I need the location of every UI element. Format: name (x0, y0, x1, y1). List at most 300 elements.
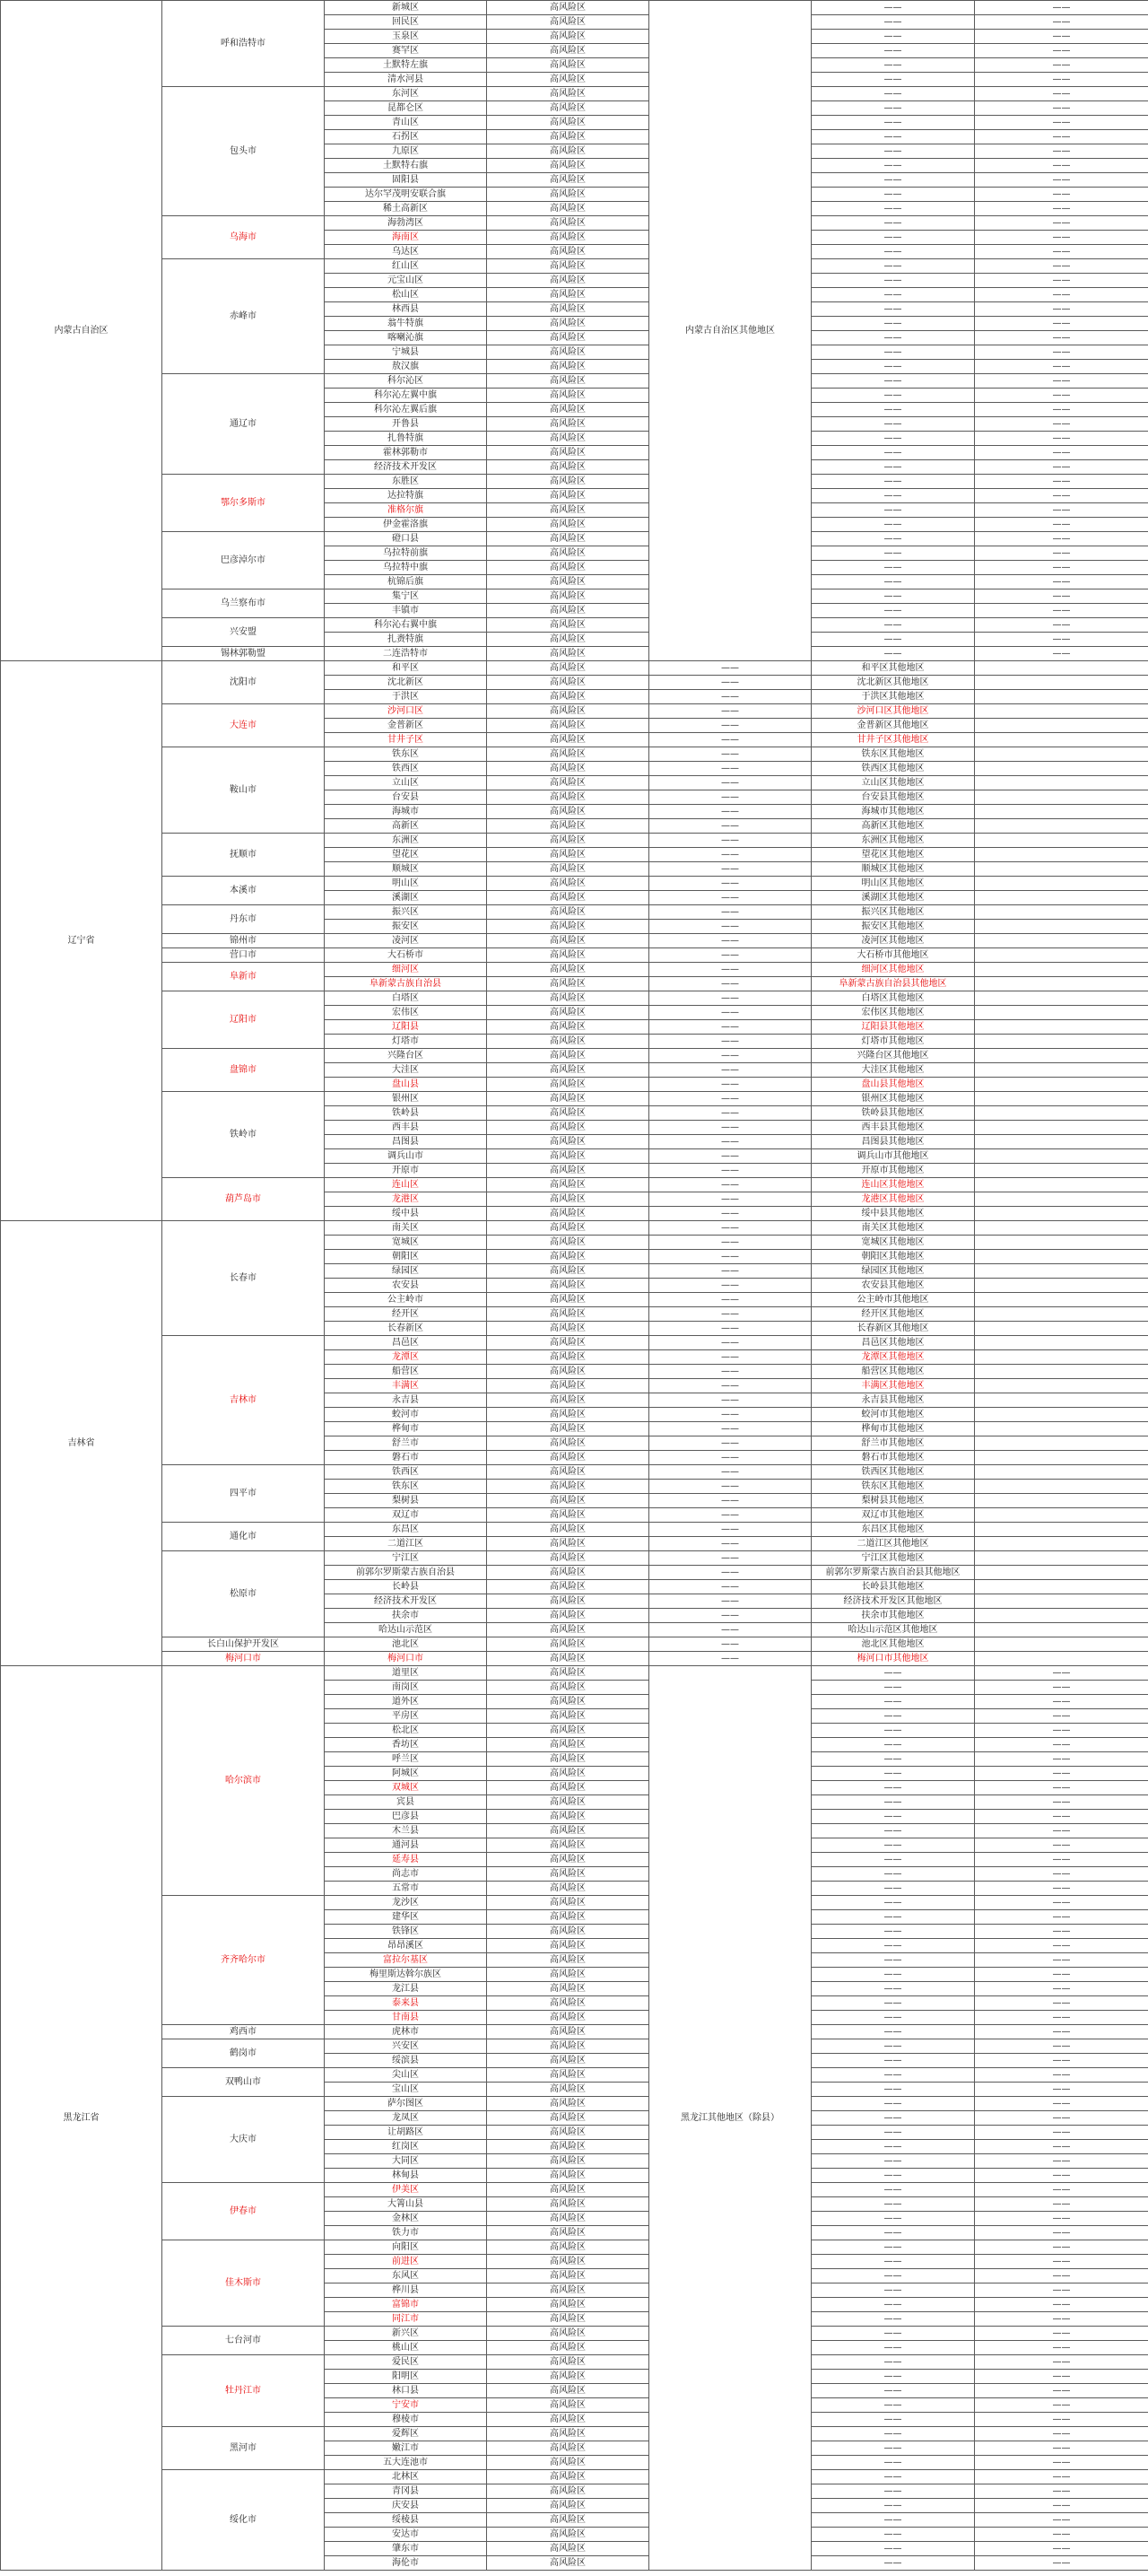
status-cell: —— (649, 934, 812, 948)
district-cell: 振兴区 (325, 905, 487, 920)
risk-level-cell: 高风险区 (487, 1896, 649, 1910)
risk-level-cell: 高风险区 (487, 661, 649, 676)
risk-level-cell: 高风险区 (487, 819, 649, 834)
other-area-cell: 朝阳区其他地区 (812, 1250, 975, 1264)
other-area-cell: 蛟河市其他地区 (812, 1408, 975, 1422)
status-cell: —— (975, 317, 1148, 331)
status-cell: —— (812, 1953, 975, 1968)
risk-level-cell: 高风险区 (487, 1996, 649, 2011)
status-cell: —— (812, 216, 975, 231)
other-area-cell: 和平区其他地区 (812, 661, 975, 676)
status-cell: —— (975, 2327, 1148, 2341)
table-row (1, 1896, 1148, 1910)
status-cell: —— (812, 446, 975, 460)
district-cell: 穆棱市 (325, 2413, 487, 2427)
table-row (1, 1551, 1148, 1566)
status-cell: —— (812, 345, 975, 360)
status-cell: —— (975, 604, 1148, 618)
other-area-cell: 舒兰市其他地区 (812, 1436, 975, 1451)
district-cell: 阜新蒙古族自治县 (325, 977, 487, 991)
risk-level-cell: 高风险区 (487, 1637, 649, 1652)
district-cell: 双辽市 (325, 1508, 487, 1523)
district-cell: 扎鲁特旗 (325, 432, 487, 446)
status-cell: —— (812, 575, 975, 589)
blank-cell (975, 1307, 1148, 1322)
risk-level-cell: 高风险区 (487, 647, 649, 661)
blank-cell (975, 1035, 1148, 1049)
district-cell: 南岗区 (325, 1681, 487, 1695)
risk-level-cell: 高风险区 (487, 1106, 649, 1121)
status-cell: —— (649, 920, 812, 934)
district-cell: 振安区 (325, 920, 487, 934)
table-row (1, 259, 1148, 274)
status-cell: —— (649, 1537, 812, 1551)
risk-level-cell: 高风险区 (487, 58, 649, 73)
district-cell: 阿城区 (325, 1767, 487, 1781)
status-cell: —— (649, 1236, 812, 1250)
district-cell: 新城区 (325, 1, 487, 15)
district-cell: 大洼区 (325, 1063, 487, 1078)
status-cell: —— (975, 2542, 1148, 2556)
province-cell: 辽宁省 (1, 661, 162, 1221)
status-cell: —— (975, 1867, 1148, 1882)
district-cell: 昌邑区 (325, 1336, 487, 1350)
risk-level-cell: 高风险区 (487, 1480, 649, 1494)
risk-level-cell: 高风险区 (487, 1666, 649, 1681)
status-cell: —— (812, 475, 975, 489)
status-cell: —— (975, 2111, 1148, 2126)
district-cell: 富拉尔基区 (325, 1953, 487, 1968)
risk-level-cell: 高风险区 (487, 1551, 649, 1566)
risk-level-cell: 高风险区 (487, 288, 649, 302)
risk-level-cell: 高风险区 (487, 1508, 649, 1523)
other-area-cell: 昌邑区其他地区 (812, 1336, 975, 1350)
district-cell: 呼兰区 (325, 1752, 487, 1767)
table-row (1, 1178, 1148, 1192)
table-row (1, 2240, 1148, 2255)
status-cell: —— (649, 1164, 812, 1178)
blank-cell (975, 1178, 1148, 1192)
risk-level-cell: 高风险区 (487, 216, 649, 231)
district-cell: 爱辉区 (325, 2427, 487, 2441)
city-cell: 鸡西市 (162, 2025, 325, 2039)
status-cell: —— (812, 2499, 975, 2513)
blank-cell (975, 1207, 1148, 1221)
table-row (1, 532, 1148, 546)
blank-cell (975, 1264, 1148, 1279)
other-area-cell: 东昌区其他地区 (812, 1523, 975, 1537)
risk-level-cell: 高风险区 (487, 1652, 649, 1666)
district-cell: 昌图县 (325, 1135, 487, 1149)
district-cell: 通河县 (325, 1838, 487, 1853)
status-cell: —— (975, 2039, 1148, 2054)
risk-area-table-body (1, 1, 1148, 2571)
blank-cell (975, 1221, 1148, 1236)
district-cell: 沙河口区 (325, 704, 487, 719)
city-cell: 齐齐哈尔市 (162, 1896, 325, 2025)
district-cell: 铁西区 (325, 1465, 487, 1480)
risk-level-cell: 高风险区 (487, 2470, 649, 2484)
status-cell: —— (812, 2556, 975, 2571)
status-cell: —— (975, 101, 1148, 116)
district-cell: 北林区 (325, 2470, 487, 2484)
status-cell: —— (812, 1996, 975, 2011)
risk-level-cell: 高风险区 (487, 44, 649, 58)
blank-cell (975, 1408, 1148, 1422)
status-cell: —— (649, 1135, 812, 1149)
status-cell: —— (649, 1379, 812, 1393)
table-row (1, 1465, 1148, 1480)
district-cell: 甘井子区 (325, 733, 487, 747)
blank-cell (975, 1494, 1148, 1508)
other-area-cell: 二道江区其他地区 (812, 1537, 975, 1551)
district-cell: 灯塔市 (325, 1035, 487, 1049)
status-cell: —— (649, 1422, 812, 1436)
city-cell: 葫芦岛市 (162, 1178, 325, 1221)
status-cell: —— (812, 1882, 975, 1896)
district-cell: 土默特右旗 (325, 159, 487, 173)
status-cell: —— (975, 116, 1148, 130)
risk-level-cell: 高风险区 (487, 1609, 649, 1623)
district-cell: 霍林郭勒市 (325, 446, 487, 460)
blank-cell (975, 1609, 1148, 1623)
table-row (1, 1666, 1148, 1681)
status-cell: —— (649, 1063, 812, 1078)
table-row (1, 647, 1148, 661)
status-cell: —— (975, 2528, 1148, 2542)
other-area-cell: 公主岭市其他地区 (812, 1293, 975, 1307)
district-cell: 肇东市 (325, 2542, 487, 2556)
status-cell: —— (975, 1925, 1148, 1939)
blank-cell (975, 905, 1148, 920)
district-cell: 兴隆台区 (325, 1049, 487, 1063)
status-cell: —— (975, 475, 1148, 489)
status-cell: —— (975, 1910, 1148, 1925)
district-cell: 盘山县 (325, 1078, 487, 1092)
risk-level-cell: 高风险区 (487, 934, 649, 948)
risk-level-cell: 高风险区 (487, 245, 649, 259)
status-cell: —— (649, 1293, 812, 1307)
status-cell: —— (975, 159, 1148, 173)
status-cell: —— (975, 1709, 1148, 1724)
status-cell: —— (975, 2441, 1148, 2456)
risk-level-cell: 高风险区 (487, 345, 649, 360)
risk-level-cell: 高风险区 (487, 2097, 649, 2111)
district-cell: 宁江区 (325, 1551, 487, 1566)
city-cell: 黑河市 (162, 2427, 325, 2470)
risk-level-cell: 高风险区 (487, 417, 649, 432)
city-cell: 双鸭山市 (162, 2068, 325, 2097)
district-cell: 宏伟区 (325, 1006, 487, 1020)
district-cell: 稀土高新区 (325, 202, 487, 216)
risk-level-cell: 高风险区 (487, 991, 649, 1006)
table-row (1, 1336, 1148, 1350)
risk-level-cell: 高风险区 (487, 805, 649, 819)
district-cell: 达拉特旗 (325, 489, 487, 503)
city-cell: 呼和浩特市 (162, 1, 325, 87)
district-cell: 二道江区 (325, 1537, 487, 1551)
table-row (1, 877, 1148, 891)
risk-level-cell: 高风险区 (487, 1, 649, 15)
status-cell: —— (649, 733, 812, 747)
risk-level-cell: 高风险区 (487, 2441, 649, 2456)
blank-cell (975, 819, 1148, 834)
risk-level-cell: 高风险区 (487, 1293, 649, 1307)
blank-cell (975, 1164, 1148, 1178)
status-cell: —— (649, 676, 812, 690)
risk-level-cell: 高风险区 (487, 87, 649, 101)
blank-cell (975, 963, 1148, 977)
district-cell: 青冈县 (325, 2484, 487, 2499)
risk-level-cell: 高风险区 (487, 1063, 649, 1078)
status-cell: —— (975, 2269, 1148, 2283)
status-cell: —— (975, 331, 1148, 345)
other-area-cell: 溪湖区其他地区 (812, 891, 975, 905)
status-cell: —— (975, 489, 1148, 503)
blank-cell (975, 1566, 1148, 1580)
status-cell: —— (975, 1824, 1148, 1838)
status-cell: —— (812, 2212, 975, 2226)
district-cell: 龙港区 (325, 1192, 487, 1207)
risk-level-cell: 高风险区 (487, 302, 649, 317)
status-cell: —— (975, 546, 1148, 561)
risk-level-cell: 高风险区 (487, 1408, 649, 1422)
other-area-cell: 宁江区其他地区 (812, 1551, 975, 1566)
status-cell: —— (812, 618, 975, 633)
province-cell: 黑龙江省 (1, 1666, 162, 2571)
other-area-cell: 大石桥市其他地区 (812, 948, 975, 963)
risk-level-cell: 高风险区 (487, 2068, 649, 2083)
risk-level-cell: 高风险区 (487, 963, 649, 977)
status-cell: —— (812, 44, 975, 58)
status-cell: —— (812, 546, 975, 561)
other-area-cell: 铁东区其他地区 (812, 747, 975, 762)
district-cell: 经开区 (325, 1307, 487, 1322)
district-cell: 磐石市 (325, 1451, 487, 1465)
table-row (1, 948, 1148, 963)
district-cell: 九原区 (325, 144, 487, 159)
district-cell: 松北区 (325, 1724, 487, 1738)
district-cell: 梅里斯达斡尔族区 (325, 1968, 487, 1982)
status-cell: —— (975, 1882, 1148, 1896)
risk-level-cell: 高风险区 (487, 1824, 649, 1838)
district-cell: 扶余市 (325, 1609, 487, 1623)
blank-cell (975, 1652, 1148, 1666)
risk-level-cell: 高风险区 (487, 2370, 649, 2384)
risk-level-cell: 高风险区 (487, 1322, 649, 1336)
risk-level-cell: 高风险区 (487, 116, 649, 130)
status-cell: —— (649, 905, 812, 920)
status-cell: —— (975, 2126, 1148, 2140)
district-cell: 乌拉特前旗 (325, 546, 487, 561)
status-cell: —— (812, 2039, 975, 2054)
status-cell: —— (812, 2413, 975, 2427)
district-cell: 尚志市 (325, 1867, 487, 1882)
risk-level-cell: 高风险区 (487, 1709, 649, 1724)
blank-cell (975, 1149, 1148, 1164)
district-cell: 宝山区 (325, 2083, 487, 2097)
blank-cell (975, 848, 1148, 862)
risk-level-cell: 高风险区 (487, 475, 649, 489)
status-cell: —— (975, 1724, 1148, 1738)
status-cell: —— (812, 1767, 975, 1781)
risk-level-cell: 高风险区 (487, 389, 649, 403)
risk-level-cell: 高风险区 (487, 2413, 649, 2427)
other-area-cell: 于洪区其他地区 (812, 690, 975, 704)
status-cell: —— (812, 2327, 975, 2341)
blank-cell (975, 1637, 1148, 1652)
status-cell: —— (812, 2528, 975, 2542)
status-cell: —— (975, 245, 1148, 259)
status-cell: —— (812, 302, 975, 317)
district-cell: 准格尔旗 (325, 503, 487, 518)
risk-level-cell: 高风险区 (487, 1953, 649, 1968)
status-cell: —— (975, 1752, 1148, 1767)
status-cell: —— (812, 1968, 975, 1982)
risk-level-cell: 高风险区 (487, 1968, 649, 1982)
status-cell: —— (812, 1982, 975, 1996)
table-row (1, 1092, 1148, 1106)
table-row (1, 1523, 1148, 1537)
status-cell: —— (812, 1752, 975, 1767)
table-row (1, 747, 1148, 762)
risk-level-cell: 高风险区 (487, 446, 649, 460)
risk-level-cell: 高风险区 (487, 2499, 649, 2513)
other-area-cell: 调兵山市其他地区 (812, 1149, 975, 1164)
risk-level-cell: 高风险区 (487, 1135, 649, 1149)
district-cell: 富锦市 (325, 2298, 487, 2312)
district-cell: 庆安县 (325, 2499, 487, 2513)
risk-level-cell: 高风险区 (487, 1781, 649, 1795)
risk-level-cell: 高风险区 (487, 1939, 649, 1953)
risk-level-cell: 高风险区 (487, 2011, 649, 2025)
other-area-cell: 农安县其他地区 (812, 1279, 975, 1293)
blank-cell (975, 991, 1148, 1006)
status-cell: —— (812, 2513, 975, 2528)
city-cell: 乌海市 (162, 216, 325, 259)
district-cell: 调兵山市 (325, 1149, 487, 1164)
risk-level-cell: 高风险区 (487, 1738, 649, 1752)
table-row (1, 2025, 1148, 2039)
blank-cell (975, 1422, 1148, 1436)
status-cell: —— (812, 101, 975, 116)
city-cell: 辽阳市 (162, 991, 325, 1049)
risk-level-cell: 高风险区 (487, 690, 649, 704)
table-row (1, 2097, 1148, 2111)
status-cell: —— (812, 2126, 975, 2140)
district-cell: 和平区 (325, 661, 487, 676)
district-cell: 大箐山县 (325, 2197, 487, 2212)
risk-level-cell: 高风险区 (487, 790, 649, 805)
other-area-cell: 丰满区其他地区 (812, 1379, 975, 1393)
status-cell: —— (975, 2341, 1148, 2355)
status-cell: —— (649, 1078, 812, 1092)
risk-level-cell: 高风险区 (487, 2327, 649, 2341)
district-cell: 银州区 (325, 1092, 487, 1106)
other-area-cell: 开原市其他地区 (812, 1164, 975, 1178)
district-cell: 巴彦县 (325, 1810, 487, 1824)
status-cell: —— (812, 15, 975, 30)
status-cell: —— (975, 2169, 1148, 2183)
district-cell: 前郭尔罗斯蒙古族自治县 (325, 1566, 487, 1580)
status-cell: —— (812, 2111, 975, 2126)
district-cell: 杭锦后旗 (325, 575, 487, 589)
blank-cell (975, 1135, 1148, 1149)
risk-level-cell: 高风险区 (487, 1853, 649, 1867)
risk-level-cell: 高风险区 (487, 518, 649, 532)
blank-cell (975, 1006, 1148, 1020)
blank-cell (975, 877, 1148, 891)
status-cell: —— (812, 1666, 975, 1681)
status-cell: —— (812, 202, 975, 216)
district-cell: 乌达区 (325, 245, 487, 259)
district-cell: 桃山区 (325, 2341, 487, 2355)
status-cell: —— (812, 2025, 975, 2039)
status-cell: —— (975, 2183, 1148, 2197)
district-cell: 达尔罕茂明安联合旗 (325, 188, 487, 202)
status-cell: —— (649, 977, 812, 991)
district-cell: 石拐区 (325, 130, 487, 144)
district-cell: 元宝山区 (325, 274, 487, 288)
other-area-cell: 扶余市其他地区 (812, 1609, 975, 1623)
district-cell: 科尔沁左翼后旗 (325, 403, 487, 417)
blank-cell (975, 805, 1148, 819)
other-area-cell: 台安县其他地区 (812, 790, 975, 805)
table-row (1, 2355, 1148, 2370)
city-cell: 四平市 (162, 1465, 325, 1523)
status-cell: —— (975, 2097, 1148, 2111)
status-cell: —— (812, 633, 975, 647)
other-area-cell: 盘山县其他地区 (812, 1078, 975, 1092)
status-cell: —— (812, 2240, 975, 2255)
risk-level-cell: 高风险区 (487, 848, 649, 862)
district-cell: 铁岭县 (325, 1106, 487, 1121)
risk-level-cell: 高风险区 (487, 503, 649, 518)
blank-cell (975, 1451, 1148, 1465)
risk-level-cell: 高风险区 (487, 1580, 649, 1594)
status-cell: —— (649, 1106, 812, 1121)
status-cell: —— (812, 331, 975, 345)
other-area-cell: 辽阳县其他地区 (812, 1020, 975, 1035)
city-cell: 营口市 (162, 948, 325, 963)
district-cell: 细河区 (325, 963, 487, 977)
risk-level-cell: 高风险区 (487, 891, 649, 905)
district-cell: 宽城区 (325, 1236, 487, 1250)
blank-cell (975, 1480, 1148, 1494)
other-area-cell: 振安区其他地区 (812, 920, 975, 934)
other-area-cell: 振兴区其他地区 (812, 905, 975, 920)
district-cell: 道里区 (325, 1666, 487, 1681)
table-row (1, 1221, 1148, 1236)
risk-level-cell: 高风险区 (487, 1695, 649, 1709)
district-cell: 安达市 (325, 2528, 487, 2542)
risk-level-cell: 高风险区 (487, 2556, 649, 2571)
district-cell: 海伦市 (325, 2556, 487, 2571)
blank-cell (975, 1078, 1148, 1092)
risk-level-cell: 高风险区 (487, 2212, 649, 2226)
table-row (1, 963, 1148, 977)
district-cell: 宾县 (325, 1795, 487, 1810)
blank-cell (975, 1365, 1148, 1379)
status-cell: —— (975, 532, 1148, 546)
risk-level-cell: 高风险区 (487, 546, 649, 561)
other-area-cell: 磐石市其他地区 (812, 1451, 975, 1465)
district-cell: 爱民区 (325, 2355, 487, 2370)
status-cell: —— (975, 2226, 1148, 2240)
risk-level-cell: 高风险区 (487, 2025, 649, 2039)
status-cell: —— (975, 2513, 1148, 2528)
status-cell: —— (812, 1681, 975, 1695)
